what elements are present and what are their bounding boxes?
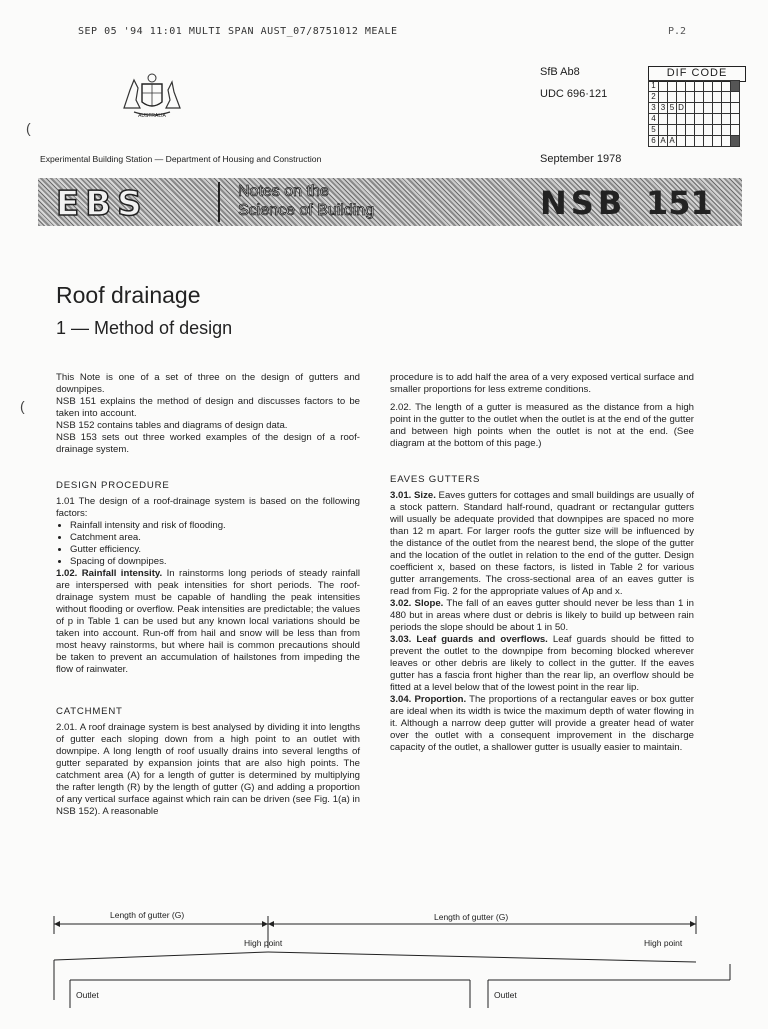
dif-cell xyxy=(731,136,740,147)
list-item: • Catchment area. xyxy=(70,532,360,544)
dif-cell xyxy=(713,125,722,136)
dif-cell xyxy=(686,92,695,103)
paragraph-3-02 xyxy=(390,598,694,634)
dif-cell xyxy=(713,81,722,92)
dif-code-grid xyxy=(648,80,740,147)
dif-cell xyxy=(722,136,731,147)
dif-cell xyxy=(731,81,740,92)
paragraph-2-01: 2.01. A roof drainage system is best analysed by dividing it into lengths of gutter each sloping down from a high point to an outlet with downpipe. A long length of roof usually drains into several lengths of gutter separated by expansion joints that are also high points. The catchment area (A) for a length of gutter is determined by multiplying the rafter length (R) by the length of gutter (G) and adding a proportion of any vertical surface against which rain can be driven (see Fig. 1(a) in NSB 152). A reasonable xyxy=(56,722,360,817)
dif-cell xyxy=(722,103,731,114)
dif-cell: D xyxy=(678,103,684,112)
banner-divider xyxy=(218,182,220,222)
dif-cell xyxy=(695,81,704,92)
dif-code-title: DIF CODE xyxy=(648,66,746,82)
dif-cell xyxy=(731,125,740,136)
list-item: • Spacing of downpipes. xyxy=(70,556,360,568)
dif-cell xyxy=(695,114,704,125)
section-heading-catchment: CATCHMENT xyxy=(56,706,123,717)
dif-cell xyxy=(722,114,731,125)
margin-punch-mark: ( xyxy=(20,398,25,414)
paragraph-text: The proportions of a rectangular eaves or box gutter are ideal when its width is twice the maximum depth of water flowing in it. Although a narrow deep gutter will provide a greater head of water over the outlet with a consequent improvement in the discharge capacity of the outlet, a shallower gutter is usually easier to maintain. xyxy=(390,694,695,753)
dif-code-row xyxy=(649,125,740,136)
paragraph-3-01 xyxy=(390,490,694,598)
dif-cell xyxy=(722,125,731,136)
paragraph-text: Leaf guards should be fitted to prevent the outlet to the downpipe from becoming blocked wherever leaves or other debris are likely to collect in the gutter. If the eaves gutter has a fascia front higher than the rear lip, an overflow should be fitted at a level below that of the lowest point in the rear lip. xyxy=(390,634,695,693)
dif-row-number: 5 xyxy=(649,125,659,136)
paragraph-1-02 xyxy=(56,568,360,676)
dif-cell xyxy=(695,103,704,114)
dif-cell xyxy=(695,136,704,147)
dif-cell xyxy=(686,81,695,92)
dif-row-number: 2 xyxy=(649,92,659,103)
right-column xyxy=(390,372,694,754)
dif-cell: 5 xyxy=(668,103,677,114)
list-item: • Rainfall intensity and risk of flooding. xyxy=(70,520,360,532)
margin-punch-mark: ( xyxy=(26,120,31,136)
high-point-center: High point xyxy=(244,938,283,948)
series-number: 151 xyxy=(646,184,713,222)
dif-code-row xyxy=(649,114,740,125)
dif-cell xyxy=(713,136,722,147)
dif-cell xyxy=(731,114,740,125)
paragraph-2-02: 2.02. The length of a gutter is measured as the distance from a high point in the gutter to the outlet when the outlet is at the end of the gutter and between high points when the outlet is not at the end. (See diagram at the bottom of this page.) xyxy=(390,402,694,449)
publication-date: September 1978 xyxy=(540,153,622,165)
high-point-right: High point xyxy=(644,938,683,948)
dif-row-number: 6 xyxy=(649,136,659,147)
dif-row-number: 3 xyxy=(649,103,659,114)
dif-cell xyxy=(677,81,686,92)
dif-cell xyxy=(668,125,677,136)
length-label-left: Length of gutter (G) xyxy=(110,910,185,920)
series-code: NSB xyxy=(540,184,627,222)
dif-cell xyxy=(668,92,677,103)
paragraph-label: 3.04. Proportion. xyxy=(390,694,467,705)
dif-cell xyxy=(713,92,722,103)
dif-cell xyxy=(695,92,704,103)
dif-cell xyxy=(695,125,704,136)
section-heading-eaves: EAVES GUTTERS xyxy=(390,474,481,485)
dif-code-row xyxy=(649,92,740,103)
dif-cell xyxy=(659,92,668,103)
paragraph-2-01-continued: procedure is to add half the area of a very exposed vertical surface and smaller proportions for less extreme conditions. xyxy=(390,372,694,395)
intro-paragraph: NSB 153 sets out three worked examples of the design of a roof-drainage system. xyxy=(56,432,360,455)
coat-of-arms-logo xyxy=(112,70,192,122)
dif-cell xyxy=(677,114,686,125)
fax-header-line: SEP 05 '94 11:01 MULTI SPAN AUST_07/8751012 MEALE xyxy=(78,26,398,37)
outlet-left: Outlet xyxy=(76,990,99,1000)
dif-cell xyxy=(704,125,713,136)
paragraph-text: The fall of an eaves gutter should never be less than 1 in 480 but in areas where dust or debris is likely to build up between rain periods the slope should be about 1 in 50. xyxy=(390,598,694,633)
paragraph-3-03 xyxy=(390,634,694,694)
intro-paragraph: This Note is one of a set of three on the design of gutters and downpipes. xyxy=(56,372,360,395)
fax-page-number: P.2 xyxy=(668,26,687,37)
outlet-right: Outlet xyxy=(494,990,517,1000)
paragraph-label: 3.01. Size. xyxy=(390,490,436,501)
intro-paragraph: NSB 152 contains tables and diagrams of design data. xyxy=(56,420,288,431)
paragraph-3-04 xyxy=(390,694,694,754)
dif-cell xyxy=(704,92,713,103)
length-label-right: Length of gutter (G) xyxy=(434,912,509,922)
paragraph-text: Eaves gutters for cottages and small buildings are usually of a stock pattern. Standard half-round, quadrant or rectangular gutters will usually be adequate provided that downpipes are spaced no more than 12 m apart. For larger roofs the gutter size will be influenced by the distance of the outlet from the nearest bend, the slope of the gutter and the location of the outlet in relation to the end of the gutter. Design coefficient x, based on these factors, is listed in Table 2 for various gutter arrangements. The cross-sectional area of an eaves gutter is read from Fig. 2 for the appropriate values of Ap and x. xyxy=(390,490,694,597)
dif-cell xyxy=(677,125,686,136)
sfb-code: SfB Ab8 xyxy=(540,66,580,78)
dif-cell xyxy=(668,114,677,125)
dif-cell xyxy=(722,92,731,103)
intro-paragraph: NSB 151 explains the method of design and discusses factors to be taken into account. xyxy=(56,396,360,419)
dif-cell xyxy=(722,81,731,92)
dif-cell xyxy=(668,81,677,92)
dif-cell xyxy=(659,114,668,125)
dif-cell xyxy=(704,136,713,147)
dif-cell xyxy=(731,103,740,114)
dif-cell xyxy=(686,125,695,136)
dif-cell xyxy=(704,81,713,92)
section-heading-design: DESIGN PROCEDURE xyxy=(56,480,170,491)
paragraph-text: In rainstorms long periods of steady rainfall are interspersed with peak intensities for short periods. The roof-drainage system must be capable of handling the peak intensities without flooding or overflow. Peak intensities are predictable; the values of p in Table 1 can be used but any known local variations should be taken into account. Run-off from hail and snow will be less than from most heavy rainstorms, but where hail is common precautions should be taken to prevent an accumulation of hailstones from impeding the flow of rainwater. xyxy=(56,568,360,675)
page-subtitle: 1 — Method of design xyxy=(56,318,233,338)
dif-row-number: 1 xyxy=(649,81,659,92)
list-item: • Gutter efficiency. xyxy=(70,544,360,556)
dif-cell xyxy=(704,103,713,114)
ebs-logo-text: EBS xyxy=(56,184,148,224)
page-title: Roof drainage xyxy=(56,282,201,308)
left-column xyxy=(56,372,360,818)
crest-label: AUSTRALIA xyxy=(138,113,166,119)
dif-cell: A xyxy=(669,136,675,145)
dif-cell xyxy=(713,103,722,114)
dif-code-row xyxy=(649,81,740,92)
dif-code-row xyxy=(649,103,740,114)
gutter-length-diagram xyxy=(40,904,752,1024)
banner-notes-line2: Science of Building xyxy=(238,202,375,219)
organisation-name: Experimental Building Station — Department of Housing and Construction xyxy=(40,154,322,164)
paragraph-label: 3.02. Slope. xyxy=(390,598,444,609)
dif-cell xyxy=(686,114,695,125)
dif-cell xyxy=(713,114,722,125)
dif-cell: 3 xyxy=(659,103,668,114)
dif-cell xyxy=(677,136,686,147)
paragraph-label: 3.03. Leaf guards and overflows. xyxy=(390,634,548,645)
banner-notes-line1: Notes on the xyxy=(238,183,329,200)
dif-cell xyxy=(659,125,668,136)
dif-cell xyxy=(686,136,695,147)
factor-list xyxy=(56,520,360,568)
dif-cell xyxy=(704,114,713,125)
dif-cell: A xyxy=(660,136,666,145)
dif-row-number: 4 xyxy=(649,114,659,125)
paragraph-label: 1.02. Rainfall intensity. xyxy=(56,568,163,579)
dif-cell xyxy=(659,81,668,92)
paragraph-1-01: 1.01 The design of a roof-drainage system is based on the following factors: xyxy=(56,496,360,519)
dif-cell xyxy=(731,92,740,103)
dif-code-row xyxy=(649,136,740,147)
dif-cell xyxy=(686,103,695,114)
dif-cell xyxy=(677,92,686,103)
udc-code: UDC 696·121 xyxy=(540,88,608,100)
